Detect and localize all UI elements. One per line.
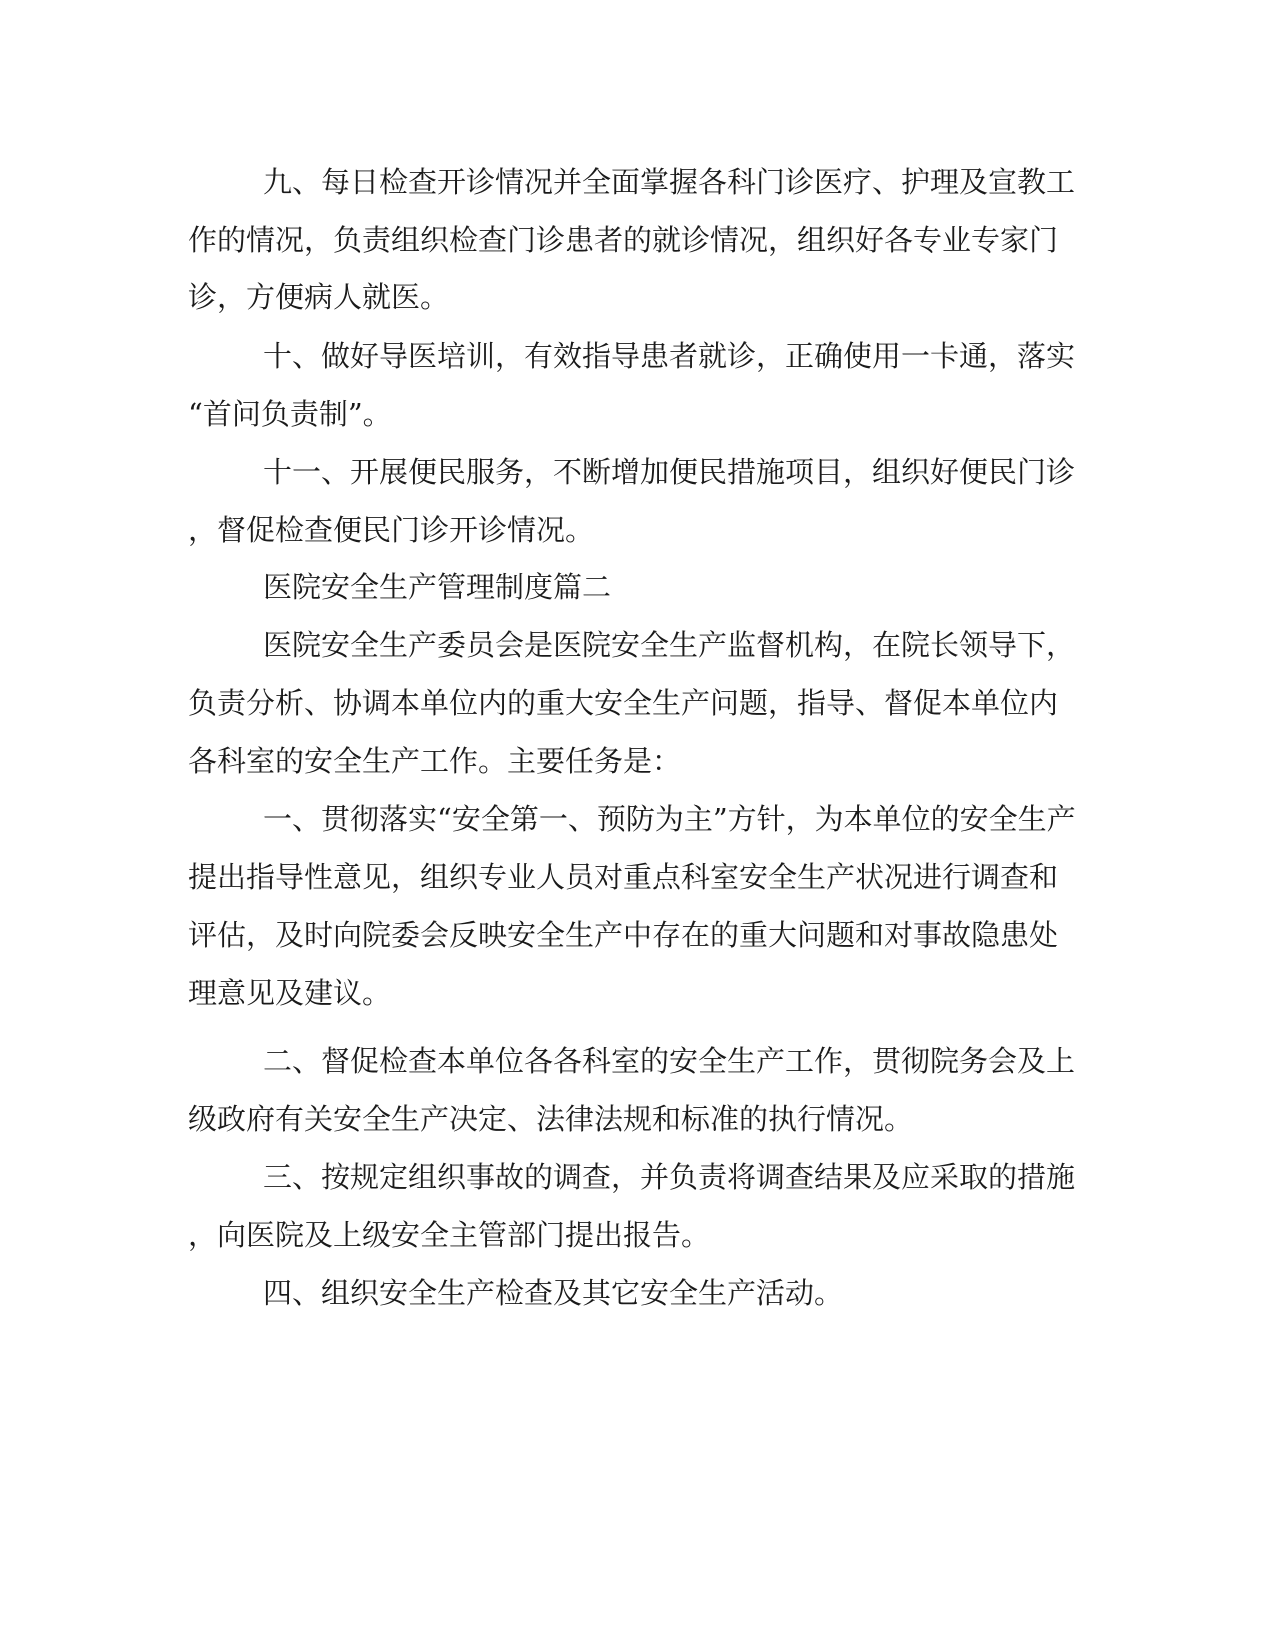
text-line: 九、每日检查开诊情况并全面掌握各科门诊医疗、护理及宣教工	[263, 165, 1076, 199]
text-line: ，向医院及上级安全主管部门提出报告。	[188, 1218, 711, 1252]
text-line: 十一、开展便民服务，不断增加便民措施项目，组织好便民门诊	[263, 455, 1076, 489]
text-line: 十、做好导医培训，有效指导患者就诊，正确使用一卡通，落实	[263, 339, 1076, 373]
text-line: 负责分析、协调本单位内的重大安全生产问题，指导、督促本单位内	[188, 686, 1059, 720]
text-line: 提出指导性意见，组织专业人员对重点科室安全生产状况进行调查和	[188, 860, 1059, 894]
text-line: 理意见及建议。	[188, 976, 392, 1010]
text-line: ，督促检查便民门诊开诊情况。	[188, 513, 595, 547]
text-line: “首问负责制”。	[188, 397, 392, 431]
text-line: 作的情况，负责组织检查门诊患者的就诊情况，组织好各专业专家门	[188, 223, 1059, 257]
text-line: 医院安全生产委员会是医院安全生产监督机构，在院长领导下，	[263, 628, 1076, 662]
text-line: 三、按规定组织事故的调查，并负责将调查结果及应采取的措施	[263, 1160, 1076, 1194]
text-line: 级政府有关安全生产决定、法律法规和标准的执行情况。	[188, 1102, 914, 1136]
text-line: 各科室的安全生产工作。主要任务是：	[188, 744, 682, 778]
text-line: 四、组织安全生产检查及其它安全生产活动。	[263, 1276, 844, 1310]
section-heading: 医院安全生产管理制度篇二	[263, 570, 612, 604]
text-line: 诊，方便病人就医。	[188, 280, 450, 314]
text-line: 二、督促检查本单位各各科室的安全生产工作，贯彻院务会及上	[263, 1044, 1076, 1078]
text-line: 一、贯彻落实“安全第一、预防为主”方针，为本单位的安全生产	[263, 802, 1076, 836]
text-line: 评估，及时向院委会反映安全生产中存在的重大问题和对事故隐患处	[188, 918, 1059, 952]
